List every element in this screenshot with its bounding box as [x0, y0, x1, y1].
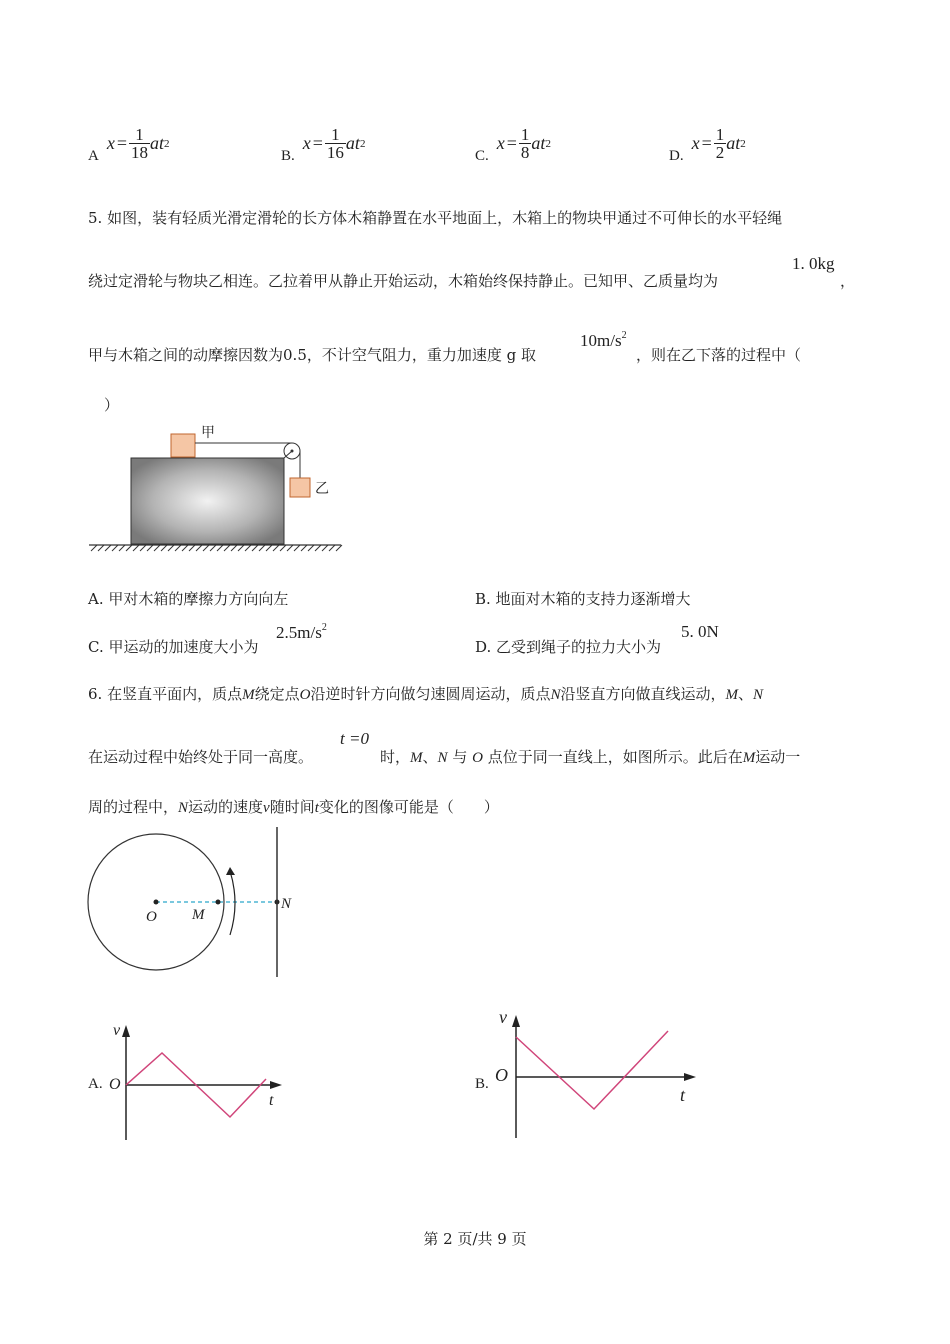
- q6-l2b: 时，: [380, 748, 411, 766]
- option-a-eq: =: [116, 133, 127, 153]
- q5-g-value-text: 10m/s: [580, 331, 622, 350]
- q6-graph-b[interactable]: [490, 1005, 705, 1145]
- ground-hatch: [322, 545, 328, 551]
- ground-hatch: [287, 545, 293, 551]
- option-a[interactable]: [88, 122, 170, 165]
- q5-option-a[interactable]: A. 甲对木箱的摩擦力方向向左: [88, 590, 289, 608]
- q4-options: [0, 118, 950, 178]
- q6-line2a: 在运动过程中始终处于同一高度。: [88, 748, 314, 766]
- option-b-fraction: [325, 126, 346, 161]
- v-t-curve: [516, 1031, 668, 1109]
- ground-hatch: [168, 545, 174, 551]
- ground-hatch: [196, 545, 202, 551]
- q5-option-c-value-text: 2.5m/s: [276, 623, 322, 642]
- q6-l2f: 与: [447, 748, 473, 766]
- option-c-label: C.: [475, 148, 489, 164]
- q6-l3d: v: [263, 800, 270, 816]
- ground-hatch: [301, 545, 307, 551]
- option-c-lhs: x: [496, 133, 505, 153]
- ground-hatch: [210, 545, 216, 551]
- ccw-arrow-arc: [230, 871, 235, 935]
- q6-l2d: 、: [422, 748, 438, 766]
- q6-l3f: t: [314, 800, 319, 816]
- option-d-fraction: [714, 126, 727, 161]
- ground-hatch: [98, 545, 104, 551]
- option-d-rhs: at: [726, 133, 741, 153]
- q6-l1d: 沿竖直方向做直线运动，: [560, 685, 726, 703]
- q6-l3a: 周的过程中，: [88, 798, 179, 816]
- q5-line3-end: ，则在乙下落的过程中（: [636, 346, 802, 364]
- q6-l1a: 6. 在竖直平面内，质点: [88, 685, 243, 703]
- ground-hatch: [315, 545, 321, 551]
- q5-option-c-exp: 2: [321, 622, 327, 633]
- q6-l3g: 变化的图像可能是（ ）: [318, 798, 499, 816]
- q5-figure: [85, 418, 355, 558]
- ground-hatch: [140, 545, 146, 551]
- option-d-exp: 2: [740, 137, 746, 150]
- point-M: [216, 900, 221, 905]
- ground-hatch: [147, 545, 153, 551]
- ground: [89, 545, 342, 551]
- q6-l1c: 沿逆时针方向做匀速圆周运动，质点: [310, 685, 551, 703]
- option-a-lhs: x: [106, 133, 115, 153]
- ground-hatch: [231, 545, 237, 551]
- ground-hatch: [308, 545, 314, 551]
- q6-l1-O: O: [299, 687, 311, 703]
- q5-line3: [88, 344, 536, 365]
- ground-hatch: [189, 545, 195, 551]
- ground-hatch: [252, 545, 258, 551]
- q6-l1-M: M: [242, 687, 255, 703]
- q6-line3: [88, 796, 499, 817]
- q6-option-a-label[interactable]: A.: [88, 1076, 103, 1092]
- q6-l3b: N: [178, 800, 189, 816]
- ground-hatch: [126, 545, 132, 551]
- ground-hatch: [336, 545, 342, 551]
- option-a-rhs: at: [150, 133, 165, 153]
- q5-line2: [88, 270, 718, 291]
- q5-line3-text: 甲与木箱之间的动摩擦因数为0.5，不计空气阻力，重力加速度 g 取: [88, 346, 536, 364]
- q6-option-b-label[interactable]: B.: [475, 1076, 489, 1092]
- ground-hatch: [245, 545, 251, 551]
- ground-hatch: [112, 545, 118, 551]
- q6-graph-a[interactable]: [100, 1015, 290, 1145]
- ground-hatch: [259, 545, 265, 551]
- option-d-eq: =: [701, 133, 712, 153]
- q6-l2j: 运动一: [755, 748, 801, 766]
- axis-label-v: v: [499, 1007, 507, 1027]
- option-c-exp: 2: [545, 137, 551, 150]
- option-d[interactable]: [669, 122, 746, 165]
- q6-l2i: M: [742, 750, 756, 766]
- option-b-lhs: x: [302, 133, 311, 153]
- x-axis-arrow: [684, 1073, 696, 1081]
- option-b-den: 16: [326, 143, 344, 162]
- option-a-fraction: [129, 126, 150, 161]
- option-c-den: 8: [520, 143, 530, 162]
- option-d-lhs: x: [691, 133, 700, 153]
- point-O: [154, 900, 159, 905]
- label-jia: 甲: [201, 426, 215, 441]
- q6-l2c: M: [410, 750, 423, 766]
- option-d-num: 1: [715, 125, 725, 144]
- q6-t0: t =0: [340, 729, 369, 748]
- ground-hatch: [280, 545, 286, 551]
- q6-l1f: 、: [738, 685, 754, 703]
- q5-g-exp: 2: [621, 330, 627, 341]
- ground-hatch: [217, 545, 223, 551]
- q5-option-c-text: C. 甲运动的加速度大小为: [88, 638, 259, 656]
- ground-hatch: [273, 545, 279, 551]
- ground-hatch: [119, 545, 125, 551]
- label-N: N: [281, 896, 292, 912]
- axis-label-O: O: [109, 1076, 121, 1093]
- q6-l1-N: N: [550, 687, 561, 703]
- label-yi: 乙: [315, 482, 329, 497]
- option-b-exp: 2: [359, 137, 366, 150]
- q6-l3c: 运动的速度: [188, 798, 264, 816]
- option-b-label: B.: [281, 148, 295, 164]
- page-footer: 第 2 页/共 9 页: [423, 1230, 527, 1248]
- ground-hatch: [154, 545, 160, 551]
- option-d-den: 2: [715, 143, 725, 162]
- option-a-exp: 2: [164, 137, 170, 150]
- option-a-den: 18: [131, 143, 148, 162]
- option-b[interactable]: [281, 122, 365, 165]
- option-c[interactable]: [475, 122, 551, 165]
- y-axis-arrow: [122, 1025, 130, 1037]
- ground-hatch: [91, 545, 97, 551]
- block-jia: [171, 434, 195, 457]
- option-c-fraction: [519, 126, 532, 161]
- ground-hatch: [238, 545, 244, 551]
- ground-hatch: [329, 545, 335, 551]
- option-b-num: 1: [331, 125, 340, 144]
- axis-label-t: t: [680, 1085, 686, 1105]
- q6-l1g: N: [753, 687, 764, 703]
- option-c-rhs: at: [531, 133, 546, 153]
- ground-hatch: [161, 545, 167, 551]
- q5-option-d-text: D. 乙受到绳子的拉力大小为: [475, 638, 662, 656]
- ground-hatch: [182, 545, 188, 551]
- x-axis-arrow: [270, 1081, 282, 1089]
- y-axis-arrow: [512, 1015, 520, 1027]
- ccw-arrow-head: [226, 867, 235, 875]
- q6-l3e: 随时间: [269, 798, 315, 816]
- ground-hatch: [294, 545, 300, 551]
- q6-l1b: 绕定点: [254, 685, 300, 703]
- ground-hatch: [175, 545, 181, 551]
- ground-hatch: [266, 545, 272, 551]
- ground-hatch: [133, 545, 139, 551]
- option-a-num: 1: [135, 125, 144, 144]
- q6-l1e: M: [725, 687, 738, 703]
- q5-option-d[interactable]: [475, 636, 661, 657]
- axis-label-O: O: [495, 1065, 508, 1085]
- label-M: M: [192, 907, 205, 923]
- q5-line1: 5. 如图，装有轻质光滑定滑轮的长方体木箱静置在水平地面上，木箱上的物块甲通过不可伸长的水平轻绳: [88, 209, 783, 227]
- block-yi: [290, 478, 310, 497]
- option-a-label: A: [88, 148, 99, 164]
- q6-l2e: N: [437, 750, 448, 766]
- wooden-box: [131, 458, 284, 544]
- q5-g-value: [580, 330, 627, 351]
- option-c-num: 1: [520, 125, 530, 144]
- q6-line2b: [380, 746, 800, 767]
- option-c-eq: =: [506, 133, 517, 153]
- q5-line4: ）: [104, 396, 120, 414]
- q5-option-b[interactable]: B. 地面对木箱的支持力逐渐增大: [475, 590, 691, 608]
- q5-option-d-value: 5. 0N: [681, 622, 719, 641]
- q5-option-c[interactable]: [88, 636, 258, 657]
- axis-label-v: v: [113, 1022, 121, 1039]
- q6-l2g: O: [472, 750, 483, 766]
- option-d-label: D.: [669, 148, 684, 164]
- option-b-rhs: at: [345, 133, 360, 153]
- q5-mass-value: 1. 0kg: [792, 254, 835, 273]
- axis-label-t: t: [269, 1092, 274, 1109]
- q6-line1: [88, 683, 763, 704]
- option-b-eq: =: [312, 133, 323, 153]
- ground-hatch: [224, 545, 230, 551]
- ground-hatch: [203, 545, 209, 551]
- q6-circle-figure: [80, 825, 310, 985]
- q5-line2-end: ，: [840, 272, 856, 290]
- ground-hatch: [105, 545, 111, 551]
- q5-line2-text: 绕过定滑轮与物块乙相连。乙拉着甲从静止开始运动，木箱始终保持静止。已知甲、乙质量均为: [88, 272, 719, 290]
- q5-option-c-value: [276, 622, 327, 643]
- q6-l2h: 点位于同一直线上，如图所示。此后在: [482, 748, 743, 766]
- label-O: O: [146, 909, 157, 925]
